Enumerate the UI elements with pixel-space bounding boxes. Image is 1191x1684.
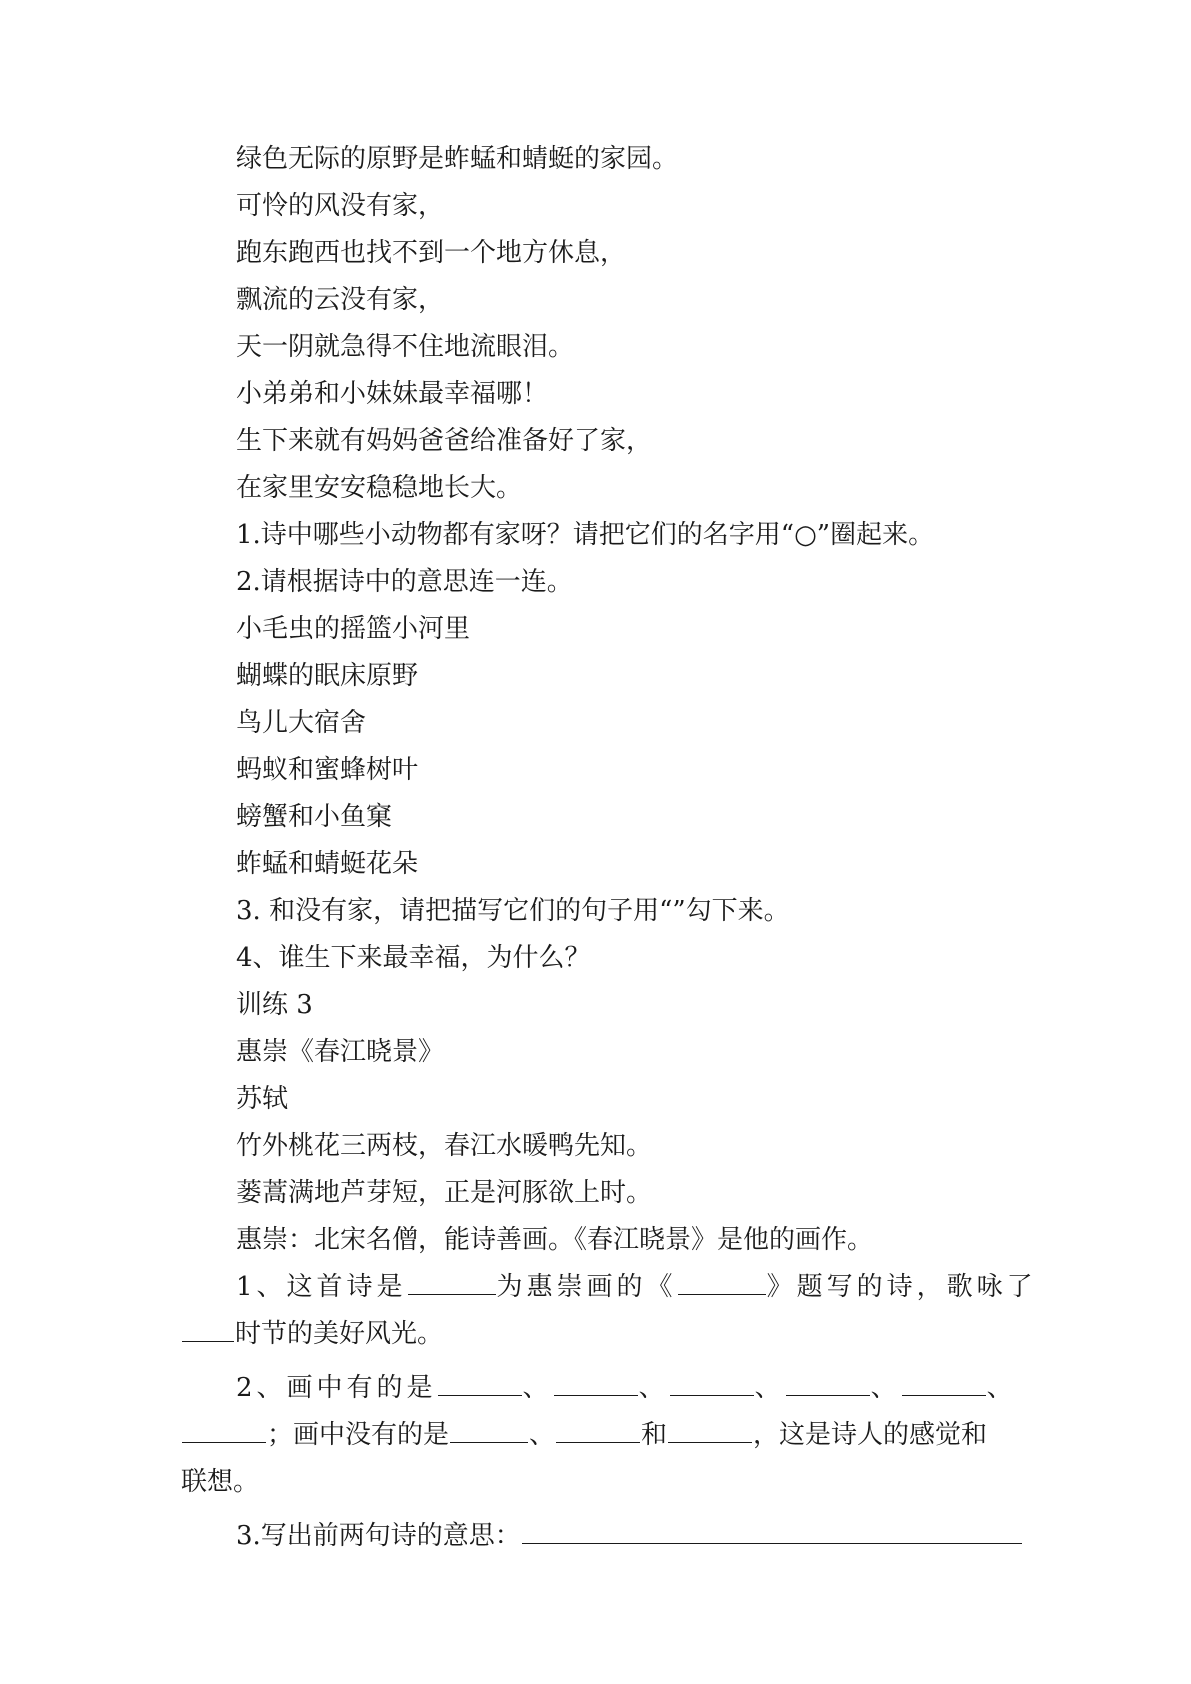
exercise-2-end: 联想。 — [181, 1467, 260, 1497]
answer-blank[interactable] — [438, 1371, 522, 1396]
poem-line: 在家里安安稳稳地长大。 — [236, 473, 523, 503]
match-item: 鸟儿大宿舍 — [236, 708, 367, 738]
poem-line: 小弟弟和小妹妹最幸福哪！ — [236, 379, 549, 409]
match-item: 小毛虫的摇篮小河里 — [236, 614, 471, 644]
match-item: 蝴蝶的眠床原野 — [236, 661, 419, 691]
poem-line: 可怜的风没有家， — [236, 191, 445, 221]
answer-blank[interactable] — [670, 1371, 754, 1396]
poem-author: 苏轼 — [236, 1084, 289, 1114]
exercise-1-cont: 时节的美好风光。 — [181, 1317, 443, 1351]
answer-blank[interactable] — [408, 1270, 496, 1295]
exercise-2: 2、画中有的是 、 、 、 、 、 — [236, 1373, 1017, 1403]
poem-line: 天一阴就急得不住地流眼泪。 — [236, 332, 575, 362]
question-3: 3. 和没有家，请把描写它们的句子用“”勾下来。 — [236, 896, 790, 926]
question-1: 1.诗中哪些小动物都有家呀？请把它们的名字用“○”圈起来。 — [236, 520, 935, 550]
answer-blank[interactable] — [182, 1418, 266, 1443]
section-title: 训练 3 — [236, 990, 313, 1020]
poem-title: 惠崇《春江晓景》 — [236, 1037, 445, 1067]
match-item: 螃蟹和小鱼窠 — [236, 802, 393, 832]
match-item: 蚂蚁和蜜蜂树叶 — [236, 755, 419, 785]
answer-blank[interactable] — [182, 1317, 234, 1342]
answer-line[interactable] — [522, 1519, 1022, 1544]
poem2-line: 蒌蒿满地芦芽短，正是河豚欲上时。 — [236, 1178, 653, 1208]
exercise-3: 3.写出前两句诗的意思： — [236, 1519, 1023, 1553]
poem2-line: 竹外桃花三两枝，春江水暖鸭先知。 — [236, 1131, 653, 1161]
note: 惠崇：北宋名僧，能诗善画。《春江晓景》是他的画作。 — [236, 1225, 874, 1255]
exercise-1: 1、这首诗是 为惠崇画的《 》题写的诗，歌咏了 — [236, 1272, 1037, 1302]
answer-blank[interactable] — [450, 1418, 528, 1443]
exercise-2-cont: ；画中没有的是 、 和 ，这是诗人的感觉和 — [181, 1418, 987, 1452]
answer-blank[interactable] — [556, 1418, 640, 1443]
answer-blank[interactable] — [554, 1371, 638, 1396]
poem-line: 绿色无际的原野是蚱蜢和蜻蜓的家园。 — [236, 144, 679, 174]
match-item: 蚱蜢和蜻蜓花朵 — [236, 849, 419, 879]
answer-blank[interactable] — [902, 1371, 986, 1396]
question-2: 2.请根据诗中的意思连一连。 — [236, 567, 573, 597]
answer-blank[interactable] — [786, 1371, 870, 1396]
answer-blank[interactable] — [668, 1418, 752, 1443]
question-4: 4、谁生下来最幸福，为什么？ — [236, 943, 591, 973]
answer-blank[interactable] — [678, 1270, 766, 1295]
poem-line: 飘流的云没有家， — [236, 285, 445, 315]
poem-line: 跑东跑西也找不到一个地方休息， — [236, 238, 627, 268]
poem-line: 生下来就有妈妈爸爸给准备好了家， — [236, 426, 653, 456]
